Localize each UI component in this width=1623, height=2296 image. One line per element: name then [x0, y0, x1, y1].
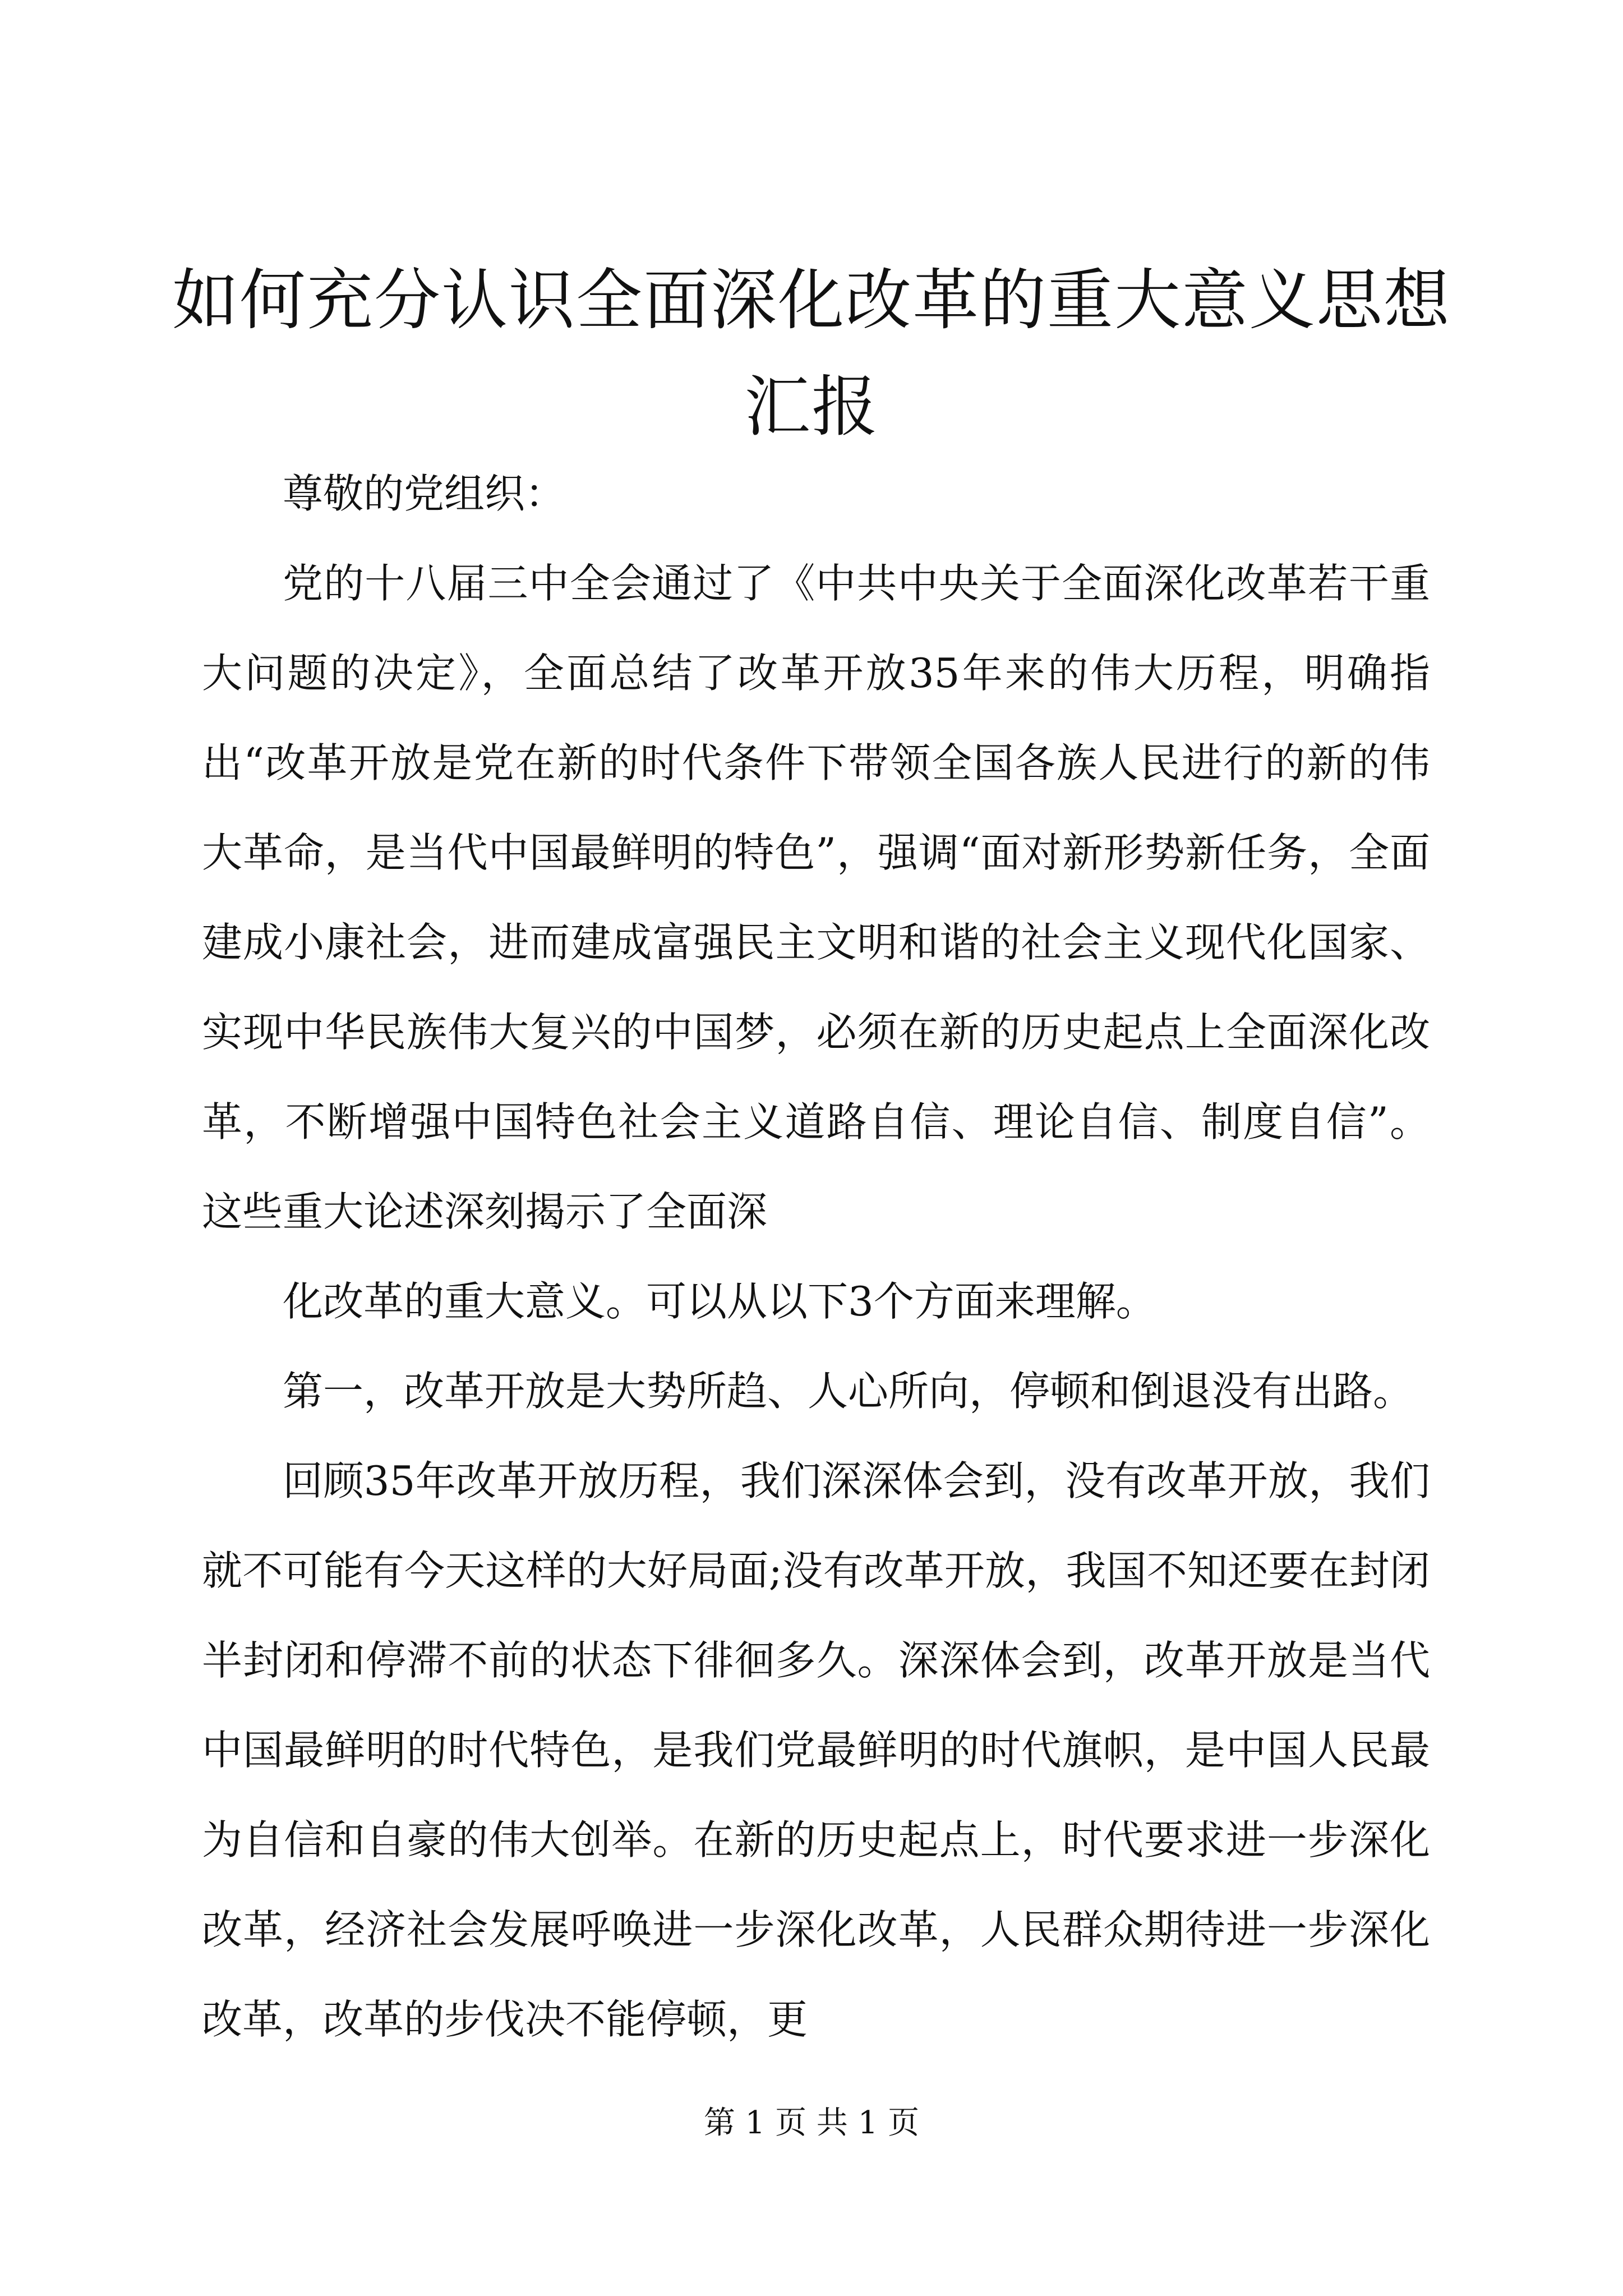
document-body: [202, 449, 1430, 2064]
paragraph: 回顾35年改革开放历程，我们深深体会到，没有改革开放，我们就不可能有今天这样的大好局面;没有改革开放，我国不知还要在封闭半封闭和停滞不前的状态下徘徊多久。深深体会到，改革开放是当代中国最鲜明的时代特色，是我们党最鲜明的时代旗帜，是中国人民最为自信和自豪的伟大创举。在新的历史起点上，时代要求进一步深化改革，经济社会发展呼唤进一步深化改革，人民群众期待进一步深化改革，改革的步伐决不能停顿，更: [202, 1457, 1430, 2043]
page-footer: 第 1 页 共 1 页: [703, 2105, 920, 2141]
paragraph: 第一，改革开放是大势所趋、人心所向，停顿和倒退没有出路。: [283, 1368, 1414, 1415]
paragraph: 党的十八届三中全会通过了《中共中央关于全面深化改革若干重大问题的决定》，全面总结了改革开放35年来的伟大历程，明确指出“改革开放是党在新的时代条件下带领全国各族人民进行的新的伟大革命，是当代中国最鲜明的特色”，强调“面对新形势新任务，全面建成小康社会，进而建成富强民主文明和谐的社会主义现代化国家、实现中华民族伟大复兴的中国梦，必须在新的历史起点上全面深化改革，不断增强中国特色社会主义道路自信、理论自信、制度自信”。这些重大论述深刻揭示了全面深: [202, 560, 1430, 1235]
paragraph: 化改革的重大意义。可以从以下3个方面来理解。: [283, 1278, 1156, 1325]
document-title: 如何充分认识全面深化改革的重大意义思想汇报: [172, 261, 1451, 445]
salutation: 尊敬的党组织：: [283, 470, 566, 517]
